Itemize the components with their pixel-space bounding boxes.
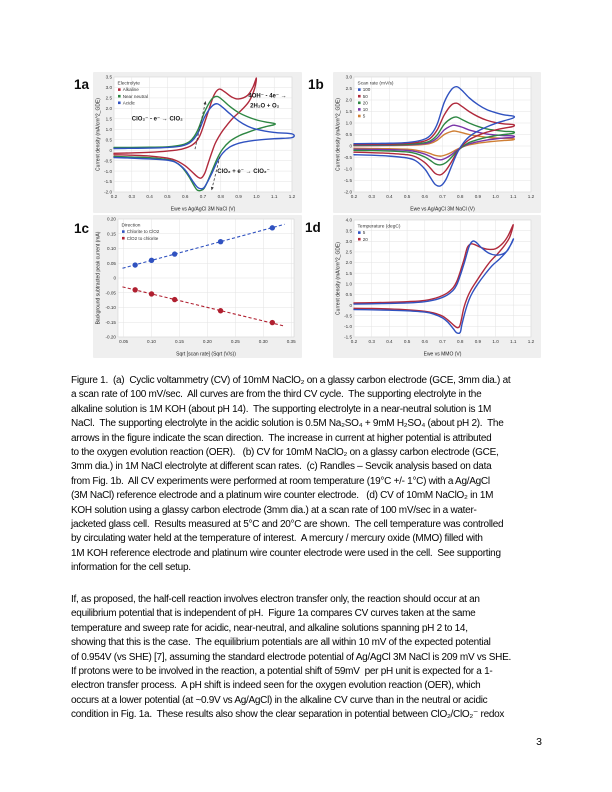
- legend-item-label: 50: [362, 93, 368, 99]
- x-tick-label: 0.9: [474, 339, 482, 345]
- y-tick-label: -2.0: [104, 189, 112, 195]
- y-tick-label: 0: [113, 275, 116, 281]
- x-tick-label: 0.35: [286, 339, 296, 345]
- caption-line: alkaline solution is 1M KOH (about pH 14). The supporting electrolyte in a near-neutral solution is 1M: [71, 403, 492, 415]
- legend-swatch: [358, 88, 361, 91]
- y-tick-label: -0.15: [105, 319, 116, 325]
- y-tick-label: 1.5: [345, 270, 352, 276]
- y-axis-label: Current density (mA/cm^2_GDE): [95, 98, 102, 171]
- y-tick-label: 2.5: [105, 95, 112, 101]
- x-tick-label: 0.7: [439, 339, 446, 345]
- y-tick-label: 0.5: [105, 137, 112, 143]
- body-line: showing that this is the case. The equilibrium potentials are all within 10 mV of the expected potential: [71, 637, 491, 649]
- x-tick-label: 1.0: [492, 339, 499, 345]
- x-axis-label: Ewe vs Ag/AgCl 3M NaCl (V): [410, 206, 475, 213]
- cv-plot-1a: [93, 72, 302, 213]
- x-tick-label: 1.1: [510, 339, 517, 345]
- y-tick-label: 0.15: [107, 231, 116, 237]
- data-point: [149, 291, 154, 296]
- y-tick-label: -0.5: [344, 155, 352, 161]
- panel-label-1b: 1b: [308, 77, 324, 92]
- caption-line: 1M KOH reference electrode and platinum wire counter electrode were used in the cell. See supporting: [71, 547, 501, 559]
- y-tick-label: 0.5: [345, 292, 352, 298]
- y-tick-label: 0.05: [107, 260, 116, 266]
- y-axis-label: Background subtracted peak current (mA): [95, 231, 102, 325]
- y-tick-label: -1.0: [344, 166, 352, 172]
- y-tick-label: -1.0: [344, 324, 352, 330]
- y-tick-label: -1.5: [344, 178, 352, 184]
- legend-swatch: [118, 102, 121, 105]
- legend-swatch: [358, 231, 361, 234]
- x-tick-label: 1.2: [527, 194, 535, 200]
- x-tick-label: 1.1: [510, 194, 517, 200]
- y-tick-label: 1.5: [345, 109, 352, 115]
- x-tick-label: 0.8: [217, 194, 224, 200]
- y-tick-label: 2.5: [345, 86, 352, 92]
- panel-label-1d: 1d: [305, 220, 321, 235]
- y-tick-label: 3.0: [345, 238, 352, 244]
- legend-item-label: 20: [362, 100, 368, 106]
- legend-item-label: 5: [362, 230, 366, 236]
- x-tick-label: 1.2: [288, 194, 296, 200]
- y-tick-label: -0.05: [105, 290, 116, 296]
- reaction-annotation: 2H₂O + O₂: [250, 103, 280, 110]
- reaction-annotation: 4OH⁻ - 4e⁻ →: [248, 93, 287, 100]
- x-tick-label: 0.6: [182, 194, 189, 200]
- x-tick-label: 0.2: [350, 194, 358, 200]
- data-point: [132, 287, 137, 292]
- y-tick-label: 0.5: [345, 132, 352, 138]
- y-tick-label: -1.5: [104, 179, 112, 185]
- caption-line: arrows in the figure indicate the scan direction. The increase in current at higher potential is attributed: [71, 432, 492, 444]
- legend-item-label: 100: [362, 87, 371, 93]
- legend-item-label: Acidic: [122, 100, 135, 106]
- legend-item-label: Near neutral: [122, 93, 148, 99]
- x-tick-label: 0.4: [386, 194, 393, 200]
- caption-line: information for the cell setup.: [71, 562, 191, 574]
- x-tick-label: 0.5: [403, 339, 411, 345]
- body-line: electron transfer process. A pH shift is indeed seen for the oxygen evolution reaction (OER), which: [71, 680, 481, 692]
- legend-title: Electrolyte: [117, 81, 140, 87]
- caption-line: by circulating water held at the temperature of interest. A mercury / mercury oxide (MMO) filled with: [71, 533, 483, 545]
- x-tick-label: 0.4: [146, 194, 153, 200]
- y-axis-label: Current density (mA/cm^2_GDE): [335, 242, 342, 315]
- data-point: [172, 297, 177, 302]
- y-tick-label: 0.20: [107, 216, 116, 222]
- legend-swatch: [358, 115, 361, 118]
- y-tick-label: 4.0: [345, 217, 352, 223]
- legend-item-label: 5: [362, 113, 366, 119]
- y-tick-label: -0.10: [105, 305, 116, 311]
- caption-line: from Fig. 1b. All CV experiments were performed at room temperature (19°C +/- 1°C) with a Ag/AgCl: [71, 475, 490, 487]
- x-tick-label: 0.3: [368, 339, 375, 345]
- caption-line: NaCl. The supporting electrolyte in the acidic solution is 0.5M Na₂SO₄ + 9mM H₂SO₄ (about pH 2). The: [71, 418, 504, 430]
- reaction-annotation: ClO₂ + e⁻ → ClO₂⁻: [217, 169, 270, 176]
- body-line: If, as proposed, the half-cell reaction involves electron transfer only, the reaction should occur at an: [71, 594, 480, 605]
- x-tick-label: 0.6: [421, 339, 428, 345]
- data-point: [270, 320, 275, 325]
- legend-title: Direction: [121, 223, 141, 229]
- legend-item-label: Chlorite to ClO2: [126, 229, 160, 235]
- body-paragraph: [71, 593, 551, 723]
- y-tick-label: 1.0: [345, 281, 352, 287]
- x-tick-label: 0.9: [474, 194, 482, 200]
- x-axis-label: Ewe vs Ag/AgCl 3M NaCl (V): [170, 206, 236, 213]
- y-tick-label: 2.5: [345, 249, 352, 255]
- x-tick-label: 0.25: [230, 339, 240, 345]
- body-line: equilibrium potential that is independent of pH. Figure 1a compares CV curves taken at the same: [71, 608, 476, 620]
- x-tick-label: 0.8: [457, 194, 464, 200]
- y-tick-label: 1.0: [105, 126, 112, 132]
- legend-swatch: [358, 95, 361, 98]
- legend-swatch: [118, 95, 121, 98]
- panel-1b: [333, 72, 541, 213]
- x-tick-label: 0.4: [386, 339, 393, 345]
- x-axis-label: Ewe vs MMO (V): [423, 351, 462, 358]
- x-tick-label: 1.1: [271, 194, 278, 200]
- figure-caption: [71, 374, 551, 576]
- y-tick-label: -1.5: [344, 334, 352, 340]
- panel-1c: [93, 215, 302, 358]
- legend-item-label: 20: [362, 236, 368, 242]
- x-tick-label: 1.0: [253, 194, 260, 200]
- x-tick-label: 0.7: [439, 194, 446, 200]
- data-point: [172, 251, 177, 256]
- legend-title: Temperature (degC): [357, 224, 401, 230]
- y-tick-label: 0: [349, 143, 352, 149]
- cv-plot-1b: [333, 72, 541, 213]
- panel-1a: [93, 72, 302, 213]
- y-tick-label: 3.5: [105, 74, 112, 80]
- caption-line: to the oxygen evolution reaction (OER). (b) CV for 10mM NaClO₂ on a glassy carbon electrode (GCE,: [71, 447, 499, 459]
- x-tick-label: 0.05: [119, 339, 129, 345]
- x-tick-label: 0.5: [164, 194, 171, 200]
- y-tick-label: -0.20: [105, 334, 116, 340]
- x-tick-label: 0.7: [199, 194, 207, 200]
- data-point: [218, 308, 223, 313]
- legend-item-label: Alkaline: [122, 87, 139, 93]
- y-tick-label: 1.0: [345, 120, 352, 126]
- caption-line: (3M NaCl) reference electrode and a platinum wire counter electrode. (d) CV of 10mM NaClO₂ in 1M: [71, 490, 494, 502]
- y-tick-label: 3.5: [345, 228, 352, 234]
- x-tick-label: 0.3: [128, 194, 135, 200]
- legend-swatch: [122, 237, 125, 240]
- body-line: temperature and sweep rate for acidic, near-neutral, and alkaline solutions spanning pH 2 to 14,: [71, 622, 468, 634]
- legend-swatch: [358, 108, 361, 111]
- body-line: If protons were to be involved in the reaction, a potential shift of 59mV per pH unit is expected for a 1-: [71, 666, 493, 678]
- y-tick-label: 2.0: [345, 260, 352, 266]
- cv-plot-1d: [333, 215, 541, 358]
- caption-line: 3mm dia.) in 1M NaCl electrolyte at different scan rates. (c) Randles – Sevcik analysis based on data: [71, 461, 492, 473]
- caption-line: KOH solution using a glassy carbon electrode (3mm dia.) at a scan rate of 100 mV/sec in a water-: [71, 504, 477, 516]
- y-tick-label: 2.0: [345, 97, 352, 103]
- legend-item-label: ClO2 to chlorite: [126, 235, 159, 241]
- y-tick-label: -1.0: [104, 168, 112, 174]
- legend-swatch: [122, 230, 125, 233]
- x-tick-label: 0.3: [368, 194, 375, 200]
- y-tick-label: -2.0: [344, 189, 352, 195]
- legend-item-label: 10: [362, 107, 368, 112]
- y-axis-label: Current density (mA/cm^2_GDE): [335, 98, 342, 171]
- y-tick-label: 2.0: [105, 106, 112, 112]
- x-tick-label: 0.30: [258, 339, 268, 345]
- y-tick-label: 0: [349, 302, 352, 308]
- reaction-annotation: ClO₂⁻ - e⁻ → ClO₂: [131, 116, 183, 123]
- x-tick-label: 0.2: [110, 194, 118, 200]
- panel-label-1c: 1c: [74, 221, 90, 236]
- x-tick-label: 0.20: [202, 339, 212, 345]
- y-tick-label: 3.0: [345, 74, 352, 80]
- x-tick-label: 1.0: [492, 194, 499, 200]
- data-point: [218, 239, 223, 244]
- caption-line: Figure 1. (a) Cyclic voltammetry (CV) of 10mM NaClO₂ on a glassy carbon electrode (GCE, 3mm dia.) at: [71, 375, 511, 386]
- caption-line: jacketed glass cell. Results measured at 5°C and 20°C are shown. The cell temperature was controlled: [71, 519, 504, 531]
- y-tick-label: 0.10: [107, 246, 116, 252]
- legend-swatch: [118, 88, 121, 91]
- legend-swatch: [358, 102, 361, 105]
- x-tick-label: 0.6: [421, 194, 428, 200]
- y-tick-label: 1.5: [105, 116, 112, 122]
- panel-label-1a: 1a: [74, 77, 90, 92]
- cv-plot-1c: [93, 215, 302, 358]
- data-point: [149, 258, 154, 263]
- data-point: [132, 262, 137, 267]
- legend-swatch: [358, 238, 361, 241]
- x-tick-label: 0.10: [147, 339, 157, 345]
- x-tick-label: 0.2: [350, 339, 358, 345]
- x-tick-label: 0.9: [235, 194, 242, 200]
- caption-line: a scan rate of 100 mV/sec. All curves are from the third CV cycle. The supporting electrolyte in the: [71, 389, 482, 401]
- body-line: occurs at a lower potential (at ~0.9V vs Ag/AgCl) in the alkaline CV curve than in the neutral or acidic: [71, 694, 488, 706]
- x-tick-label: 0.8: [457, 339, 464, 345]
- y-tick-label: -0.5: [344, 313, 352, 319]
- legend-title: Scan rate (mV/s): [357, 81, 394, 87]
- body-line: condition in Fig. 1a. These results also show the clear separation in potential between ClO₂/ClO₂⁻ redox: [71, 709, 505, 721]
- x-axis-label: Sqrt [scan rate] (Sqrt (V/s)): [176, 351, 236, 358]
- page-number: 3: [536, 736, 542, 748]
- data-point: [270, 225, 275, 230]
- y-tick-label: 0: [109, 147, 112, 153]
- y-tick-label: -0.5: [104, 158, 112, 164]
- x-tick-label: 0.5: [403, 194, 411, 200]
- x-tick-label: 0.15: [174, 339, 184, 345]
- y-tick-label: 3.0: [105, 85, 112, 91]
- x-tick-label: 1.2: [527, 339, 535, 345]
- panel-1d: [333, 215, 541, 358]
- body-line: of 0.954V (vs SHE) [7], assuming the standard electrode potential of Ag/AgCl 3M NaCl is 209 mV vs SHE.: [71, 651, 511, 663]
